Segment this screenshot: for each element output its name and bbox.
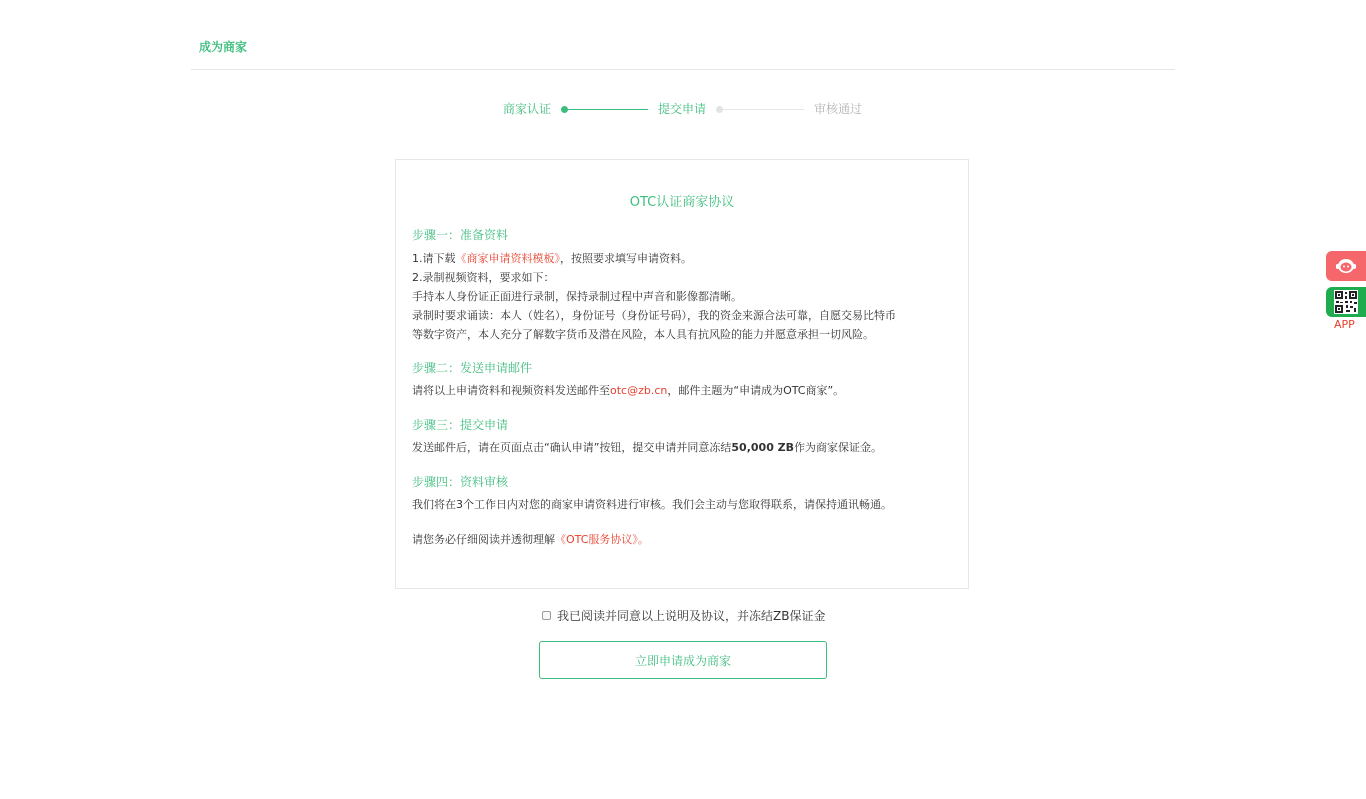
step1-heading: 步骤一：准备资料 xyxy=(412,228,509,242)
step-connector-pending xyxy=(722,109,804,110)
step-label-review-passed: 审核通过 xyxy=(814,102,863,116)
agree-row[interactable] xyxy=(542,606,825,624)
footer-prefix: 请您务必仔细阅读并透彻理解 xyxy=(412,533,555,546)
page-title: 成为商家 xyxy=(199,40,248,54)
apply-merchant-button[interactable]: 立即申请成为商家 xyxy=(539,641,827,679)
footer-suffix: 。 xyxy=(637,533,649,546)
customer-service-icon xyxy=(1334,256,1358,276)
agreement-footer xyxy=(412,530,956,549)
qr-code-icon xyxy=(1334,290,1358,314)
step1-line1-prefix: 1.请下载 xyxy=(412,252,456,265)
email-link[interactable]: otc@zb.cn xyxy=(610,384,668,397)
step1-line3: 手持本人身份证正面进行录制，保持录制过程中声音和影像都清晰。 xyxy=(412,290,742,303)
step-connector-done xyxy=(566,109,648,110)
page-header xyxy=(191,30,1175,70)
app-label[interactable]: APP xyxy=(1334,318,1355,331)
agreement-title: OTC认证商家协议 xyxy=(629,195,735,210)
step1-line1-suffix: ，按照要求填写申请资料。 xyxy=(560,252,692,265)
step3-heading: 步骤三：提交申请 xyxy=(412,418,509,432)
step3-text-suffix: 作为商家保证金。 xyxy=(794,441,883,454)
step1-line1 xyxy=(412,249,956,268)
deposit-amount: 50,000 ZB xyxy=(731,441,795,454)
step3-text-prefix: 发送邮件后，请在页面点击“确认申请”按钮，提交申请并同意冻结 xyxy=(412,441,732,454)
agree-label: 我已阅读并同意以上说明及协议，并冻结ZB保证金 xyxy=(557,608,826,623)
template-download-link[interactable]: 《商家申请资料模板》 xyxy=(455,252,560,265)
step-label-submit-application: 提交申请 xyxy=(658,102,707,116)
customer-service-button[interactable] xyxy=(1326,251,1366,281)
app-download-button[interactable] xyxy=(1326,287,1366,317)
agree-checkbox[interactable] xyxy=(542,611,551,620)
step2-heading: 步骤二：发送申请邮件 xyxy=(412,361,533,375)
step2-text-suffix: ，邮件主题为“申请成为OTC商家”。 xyxy=(667,384,845,397)
step2-text xyxy=(412,381,956,400)
step3-text xyxy=(412,438,956,457)
agreement-box xyxy=(395,159,969,589)
otc-service-agreement-link[interactable]: 《OTC服务协议》 xyxy=(555,533,638,546)
step4-text: 我们将在3个工作日内对您的商家申请资料进行审核。我们会主动与您取得联系，请保持通讯畅通。 xyxy=(412,498,892,511)
step2-text-prefix: 请将以上申请资料和视频资料发送邮件至 xyxy=(412,384,610,397)
step4-heading: 步骤四：资料审核 xyxy=(412,475,509,489)
step-label-merchant-verification: 商家认证 xyxy=(503,102,552,116)
step1-line2: 2.录制视频资料，要求如下： xyxy=(412,271,555,284)
step1-line5: 等数字资产，本人充分了解数字货币及潜在风险，本人具有抗风险的能力并愿意承担一切风险。 xyxy=(412,328,874,341)
step1-line4: 录制时要求诵读：本人（姓名），身份证号（身份证号码），我的资金来源合法可靠，自愿交易比特币 xyxy=(412,309,896,322)
